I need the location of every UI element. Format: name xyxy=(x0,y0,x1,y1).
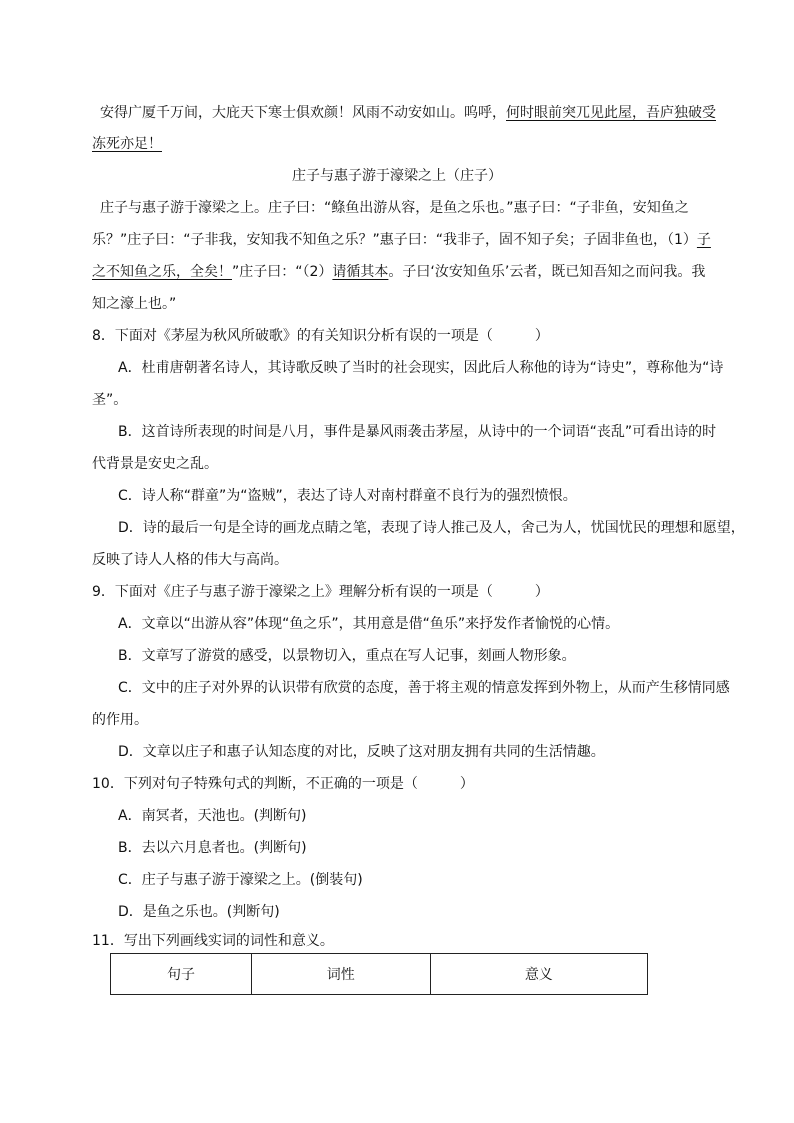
passage-line-3 xyxy=(92,262,722,282)
poem-line-2 xyxy=(92,134,722,154)
q10-option-d: D．是鱼之乐也。(判断句) xyxy=(118,904,280,920)
q11-table xyxy=(110,953,648,995)
table-header-pos: 词性 xyxy=(251,954,430,995)
underlined-text: 冻死亦足！ xyxy=(92,136,162,152)
q10-stem: 10．下列对句子特殊句式的判断，不正确的一项是（ ） xyxy=(92,776,474,792)
table-row xyxy=(111,954,648,995)
q9-option-a: A．文章以“出游从容”体现“鱼之乐”，其用意是借“鱼乐”来抒发作者愉悦的心情。 xyxy=(118,616,620,632)
poem-line-1 xyxy=(100,103,730,123)
q10-option-b: B．去以六月息者也。(判断句) xyxy=(118,840,307,856)
q8-option-d: D．诗的最后一句是全诗的画龙点睛之笔，表现了诗人推己及人，舍己为人，忧国忧民的理想和愿望， xyxy=(118,520,745,536)
underlined-text: 之不知鱼之乐，全矣！ xyxy=(92,264,232,280)
q8-option-d-cont: 反映了诗人人格的伟大与高尚。 xyxy=(92,552,288,568)
q10-option-c: C．庄子与惠子游于濠梁之上。(倒装句) xyxy=(118,872,363,888)
q8-option-c: C．诗人称“群童”为“盗贼”，表达了诗人对南村群童不良行为的强烈愤恨。 xyxy=(118,488,577,504)
q8-option-b: B．这首诗所表现的时间是八月，事件是暴风雨袭击茅屋，从诗中的一个词语“丧乱”可看出诗的时 xyxy=(118,424,717,440)
passage-text: ”庄子曰：“（2） xyxy=(232,264,333,280)
poem-text: 安得广厦千万间，大庇天下寒士俱欢颜！风雨不动安如山。呜呼， xyxy=(100,105,506,121)
passage-line-4: 知之濠上也。” xyxy=(92,296,177,312)
table-header-sentence: 句子 xyxy=(111,954,252,995)
q9-stem: 9．下面对《庄子与惠子游于濠梁之上》理解分析有误的一项是（ ） xyxy=(92,584,549,600)
q8-option-b-cont: 代背景是安史之乱。 xyxy=(92,456,218,472)
q10-option-a: A．南冥者，天池也。(判断句) xyxy=(118,808,307,824)
q11-stem: 11．写出下列画线实词的词性和意义。 xyxy=(92,933,334,949)
passage-line-1: 庄子与惠子游于濠梁之上。庄子曰：“鲦鱼出游从容，是鱼之乐也。”惠子曰：“子非鱼，安知鱼之 xyxy=(100,200,689,216)
underlined-text: 何时眼前突兀见此屋，吾庐独破受 xyxy=(506,105,716,121)
underlined-text: 子 xyxy=(696,232,711,248)
table-header-meaning: 意义 xyxy=(430,954,647,995)
passage-text: 。子曰‘汝安知鱼乐’云者，既已知吾知之而问我。我 xyxy=(388,264,706,280)
q8-stem: 8．下面对《茅屋为秋风所破歌》的有关知识分析有误的一项是（ ） xyxy=(92,328,549,344)
q8-option-a-cont: 圣”。 xyxy=(92,392,128,408)
passage-title: 庄子与惠子游于濠梁之上（庄子） xyxy=(292,168,502,184)
passage-text: 乐？”庄子曰：“子非我，安知我不知鱼之乐？”惠子曰：“我非子，固不知子矣；子固非鱼也，（1） xyxy=(92,232,697,248)
q9-option-d: D．文章以庄子和惠子认知态度的对比，反映了这对朋友拥有共同的生活情趣。 xyxy=(118,744,605,760)
underlined-text: 请循其本 xyxy=(332,264,389,280)
q9-option-c-cont: 的作用。 xyxy=(92,712,148,728)
q9-option-c: C．文中的庄子对外界的认识带有欣赏的态度，善于将主观的情意发挥到外物上，从而产生移情同感 xyxy=(118,680,730,696)
q9-option-b: B．文章写了游赏的感受，以景物切入，重点在写人记事，刻画人物形象。 xyxy=(118,648,576,664)
passage-line-2 xyxy=(92,230,722,250)
q8-option-a: A．杜甫唐朝著名诗人，其诗歌反映了当时的社会现实，因此后人称他的诗为“诗史”，尊称他为“诗 xyxy=(118,360,724,376)
